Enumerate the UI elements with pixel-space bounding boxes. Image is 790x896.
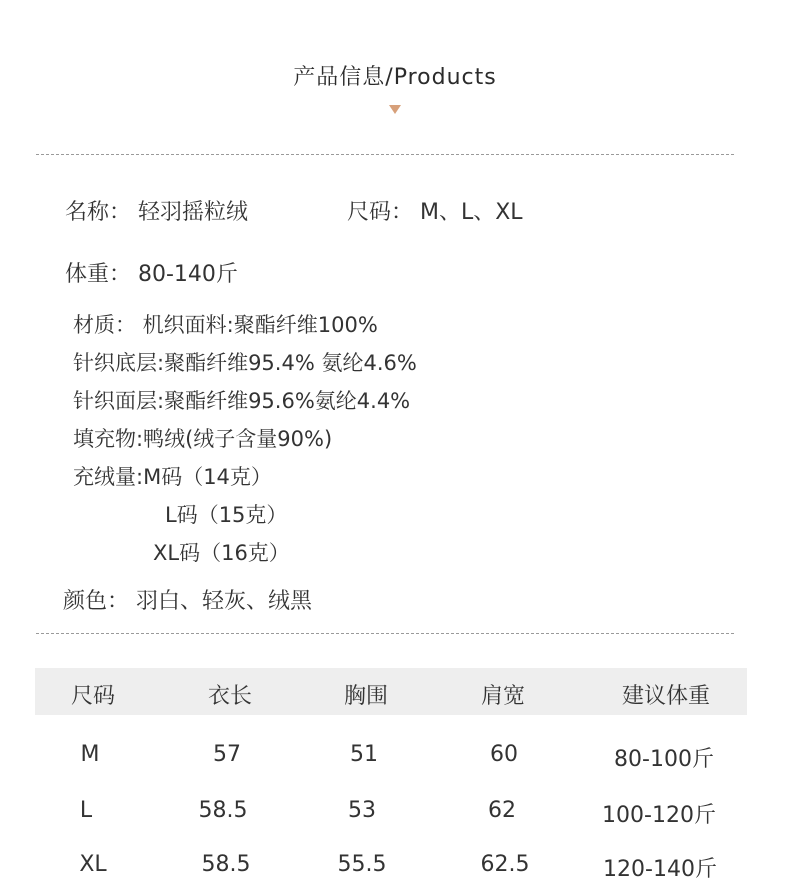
material-line: XL码（16克） [153, 541, 290, 565]
table-cell: 53 [348, 798, 376, 823]
table-header-cell: 衣长 [207, 684, 253, 709]
table-cell: 80-100斤 [614, 747, 714, 772]
table-cell: 62.5 [480, 852, 530, 877]
product-name: 名称： 轻羽摇粒绒 [65, 200, 248, 225]
page-title: 产品信息/Products [293, 65, 497, 90]
divider-top [36, 154, 734, 155]
material-line: L码（15克） [165, 503, 288, 527]
table-header-cell: 肩宽 [480, 684, 526, 709]
product-weight: 体重： 80-140斤 [65, 262, 238, 287]
product-color: 颜色： 羽白、轻灰、绒黑 [63, 589, 312, 614]
table-header-cell: 建议体重 [621, 684, 711, 709]
material-line: 针织面层:聚酯纤维95.6%氨纶4.4% [73, 389, 411, 413]
table-cell: 51 [350, 742, 378, 767]
table-cell: 60 [490, 742, 518, 767]
table-cell: 57 [213, 742, 241, 767]
table-header-cell: 尺码 [70, 684, 116, 709]
material-line: 针织底层:聚酯纤维95.4% 氨纶4.6% [73, 351, 417, 375]
table-cell: L [79, 798, 93, 823]
table-cell: 55.5 [337, 852, 387, 877]
material-line: 填充物:鸭绒(绒子含量90%) [73, 427, 333, 451]
down-arrow-icon [389, 105, 401, 114]
material-line: 充绒量:M码（14克） [73, 465, 272, 489]
table-cell: XL [79, 852, 107, 877]
table-cell: M [80, 742, 100, 767]
table-cell: 62 [488, 798, 516, 823]
product-size: 尺码： M、L、XL [347, 200, 523, 225]
material-line: 材质： 机织面料:聚酯纤维100% [73, 313, 378, 337]
table-cell: 58.5 [198, 798, 248, 823]
table-cell: 120-140斤 [603, 857, 717, 882]
table-cell: 58.5 [201, 852, 251, 877]
table-cell: 100-120斤 [602, 803, 716, 828]
divider-bottom [36, 633, 734, 634]
table-header-cell: 胸围 [343, 684, 389, 709]
